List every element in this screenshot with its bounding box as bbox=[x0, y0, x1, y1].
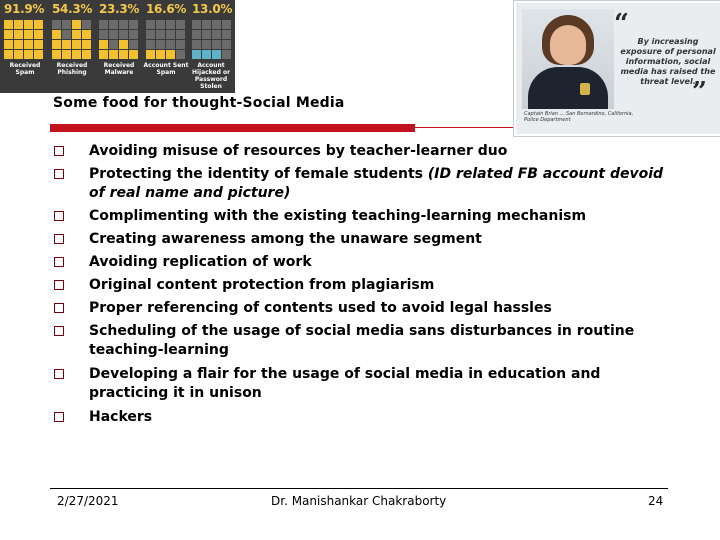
bullet-box-icon bbox=[54, 257, 64, 267]
bullet-8: Scheduling of the usage of social media sans disturbances in routine teaching-learning bbox=[89, 323, 635, 358]
quote-text: By increasing exposure of personal information, social media has raised the threat level. bbox=[620, 37, 716, 86]
grid-phishing bbox=[52, 20, 94, 60]
grid-malware bbox=[99, 20, 141, 60]
percent-phishing: 54.3% bbox=[52, 2, 93, 16]
grid-hijacked bbox=[192, 20, 234, 60]
bullet-box-icon bbox=[54, 326, 64, 336]
title-rule bbox=[415, 127, 513, 128]
close-quote-icon: ” bbox=[692, 77, 707, 107]
label-malware: Received Malware bbox=[103, 62, 135, 76]
badge-icon bbox=[580, 83, 590, 95]
bullet-box-icon bbox=[54, 412, 64, 422]
label-sent-spam: Account Sent Spam bbox=[143, 62, 189, 76]
bullet-7: Proper referencing of contents used to avoid legal hassles bbox=[89, 300, 552, 316]
grid-sent-spam bbox=[146, 20, 188, 60]
footer-rule bbox=[50, 488, 668, 489]
open-quote-icon: “ bbox=[614, 9, 629, 39]
bullet-3: Complimenting with the existing teaching-learning mechanism bbox=[89, 208, 587, 224]
quote-card bbox=[514, 1, 720, 136]
bullet-10: Hackers bbox=[89, 409, 153, 425]
bullet-box-icon bbox=[54, 146, 64, 156]
slide-title: Some food for thought-Social Media bbox=[53, 95, 345, 111]
label-hijacked: Account Hijacked or Password Stolen bbox=[191, 62, 231, 90]
bullet-4: Creating awareness among the unaware segment bbox=[89, 231, 482, 247]
title-accent-bar bbox=[50, 124, 415, 132]
label-phishing: Received Phishing bbox=[56, 62, 88, 76]
percent-hijacked: 13.0% bbox=[192, 2, 233, 16]
footer-date: 2/27/2021 bbox=[57, 494, 119, 508]
percent-row bbox=[0, 2, 235, 20]
bullet-box-icon bbox=[54, 280, 64, 290]
bullet-box-icon bbox=[54, 369, 64, 379]
grid-spam bbox=[4, 20, 46, 60]
footer-author: Dr. Manishankar Chakraborty bbox=[271, 494, 447, 508]
percent-sent-spam: 16.6% bbox=[146, 2, 187, 16]
bullet-9: Developing a flair for the usage of social media in education and practicing it in unison bbox=[89, 366, 601, 401]
bullet-box-icon bbox=[54, 234, 64, 244]
bullet-5: Avoiding replication of work bbox=[89, 254, 312, 270]
bullet-box-icon bbox=[54, 211, 64, 221]
bullet-6: Original content protection from plagiarism bbox=[89, 277, 435, 293]
bullet-2: Protecting the identity of female students (ID related FB account devoid of real name and picture) bbox=[89, 166, 664, 201]
label-spam: Received Spam bbox=[9, 62, 41, 76]
officer-photo bbox=[522, 9, 614, 109]
bullet-box-icon bbox=[54, 303, 64, 313]
percent-malware: 23.3% bbox=[99, 2, 140, 16]
photo-caption: Captain Brian ... San Bernardino, California, Police Department bbox=[524, 111, 634, 123]
bullet-box-icon bbox=[54, 169, 64, 179]
security-infographic bbox=[0, 0, 235, 93]
footer-page-number: 24 bbox=[648, 494, 664, 508]
bullet-1: Avoiding misuse of resources by teacher-learner duo bbox=[89, 143, 508, 159]
percent-spam: 91.9% bbox=[4, 2, 45, 16]
